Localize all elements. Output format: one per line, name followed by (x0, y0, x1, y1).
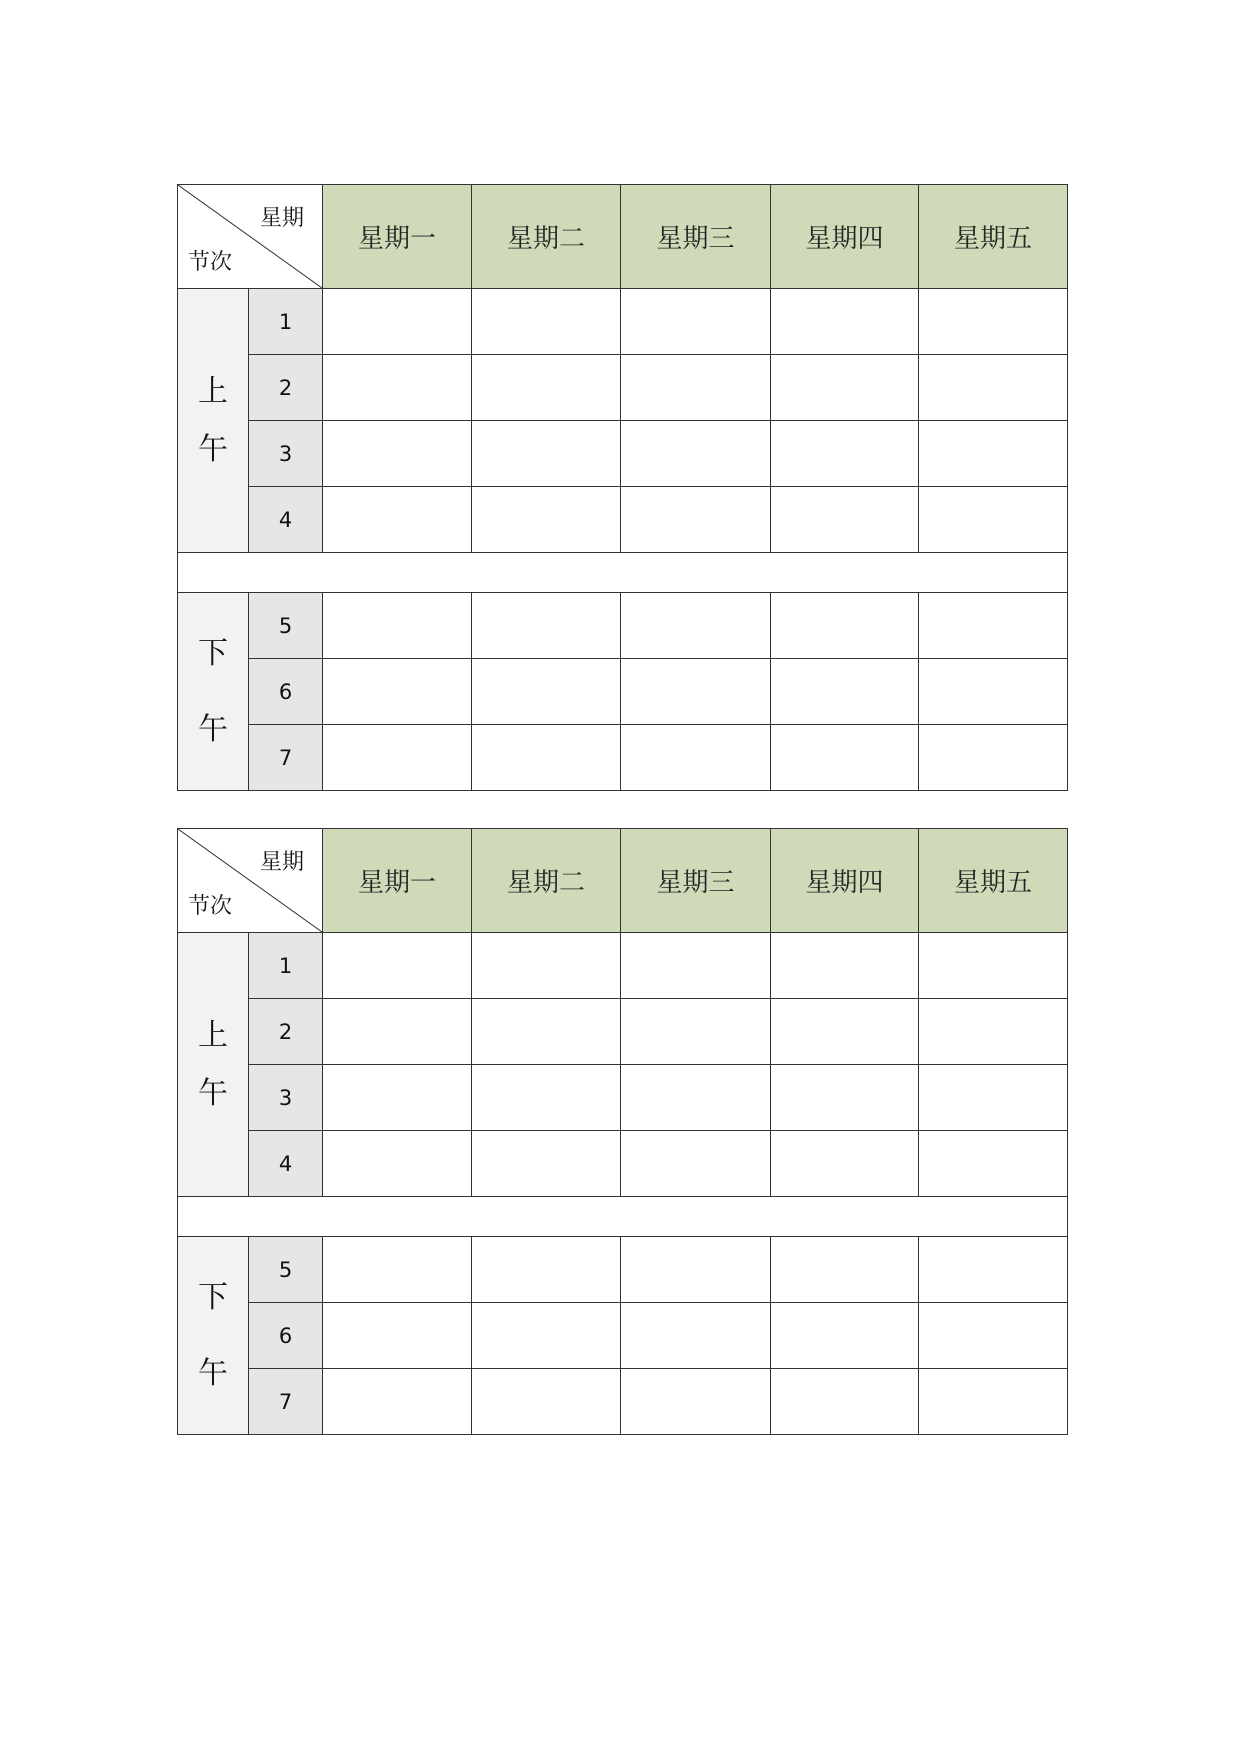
morning-row (178, 421, 1068, 487)
schedule-cell[interactable] (472, 421, 621, 487)
afternoon-label (178, 1237, 249, 1435)
period-number: 4 (249, 487, 323, 553)
timetable-2 (177, 828, 1068, 1435)
schedule-cell[interactable] (472, 1065, 621, 1131)
schedule-cell[interactable] (771, 1065, 919, 1131)
schedule-cell[interactable] (919, 289, 1068, 355)
afternoon-row (178, 1303, 1068, 1369)
day-header-4: 星期四 (771, 185, 919, 289)
period-number: 3 (249, 421, 323, 487)
schedule-cell[interactable] (771, 1131, 919, 1197)
schedule-cell[interactable] (323, 1303, 472, 1369)
schedule-cell[interactable] (323, 1237, 472, 1303)
corner-label-weekday: 星期 (259, 850, 304, 875)
schedule-cell[interactable] (472, 1369, 621, 1435)
schedule-cell[interactable] (771, 659, 919, 725)
schedule-cell[interactable] (919, 1065, 1068, 1131)
period-number: 6 (249, 659, 323, 725)
day-header-1: 星期一 (323, 829, 472, 933)
corner-header (178, 185, 323, 289)
lunch-break-row (178, 1197, 1068, 1237)
corner-label-period: 节次 (188, 250, 233, 275)
schedule-cell[interactable] (919, 1303, 1068, 1369)
schedule-cell[interactable] (323, 933, 472, 999)
corner-label-weekday: 星期 (259, 206, 304, 231)
morning-label (178, 933, 249, 1197)
afternoon-row (178, 1237, 1068, 1303)
schedule-cell[interactable] (472, 289, 621, 355)
afternoon-label (178, 593, 249, 791)
period-number: 4 (249, 1131, 323, 1197)
schedule-cell[interactable] (472, 593, 621, 659)
morning-row (178, 1131, 1068, 1197)
schedule-cell[interactable] (919, 999, 1068, 1065)
schedule-cell[interactable] (919, 659, 1068, 725)
schedule-cell[interactable] (771, 1303, 919, 1369)
morning-label-char: 上 (198, 1017, 228, 1053)
schedule-cell[interactable] (621, 421, 771, 487)
schedule-cell[interactable] (771, 725, 919, 791)
schedule-cell[interactable] (323, 1369, 472, 1435)
schedule-cell[interactable] (919, 1237, 1068, 1303)
day-header-2: 星期二 (472, 185, 621, 289)
morning-label-char: 午 (198, 1075, 228, 1111)
morning-label (178, 289, 249, 553)
schedule-cell[interactable] (621, 933, 771, 999)
afternoon-row (178, 1369, 1068, 1435)
schedule-cell[interactable] (472, 1131, 621, 1197)
day-header-2: 星期二 (472, 829, 621, 933)
day-header-5: 星期五 (919, 829, 1068, 933)
morning-row (178, 999, 1068, 1065)
schedule-cell[interactable] (323, 999, 472, 1065)
schedule-cell[interactable] (771, 593, 919, 659)
schedule-cell[interactable] (621, 593, 771, 659)
corner-label-period: 节次 (188, 894, 233, 919)
schedule-cell[interactable] (771, 933, 919, 999)
day-header-5: 星期五 (919, 185, 1068, 289)
schedule-cell[interactable] (472, 1237, 621, 1303)
schedule-cell[interactable] (771, 289, 919, 355)
header-row (178, 829, 1068, 933)
schedule-cell[interactable] (919, 1131, 1068, 1197)
schedule-cell[interactable] (472, 355, 621, 421)
morning-row (178, 1065, 1068, 1131)
morning-label-char: 午 (198, 431, 228, 467)
schedule-cell[interactable] (323, 487, 472, 553)
morning-row (178, 289, 1068, 355)
schedule-cell[interactable] (621, 725, 771, 791)
schedule-cell[interactable] (472, 487, 621, 553)
schedule-cell[interactable] (621, 1131, 771, 1197)
schedule-cell[interactable] (323, 355, 472, 421)
schedule-cell[interactable] (472, 659, 621, 725)
schedule-cell[interactable] (323, 725, 472, 791)
schedule-cell[interactable] (472, 1303, 621, 1369)
afternoon-label-char: 下 (198, 1279, 228, 1315)
schedule-cell[interactable] (323, 659, 472, 725)
schedule-cell[interactable] (771, 487, 919, 553)
period-number: 7 (249, 1369, 323, 1435)
day-header-4: 星期四 (771, 829, 919, 933)
lunch-break-cell[interactable] (178, 1197, 1068, 1237)
schedule-cell[interactable] (771, 355, 919, 421)
schedule-cell[interactable] (919, 421, 1068, 487)
schedule-cell[interactable] (919, 593, 1068, 659)
period-number: 6 (249, 1303, 323, 1369)
header-row (178, 185, 1068, 289)
schedule-cell[interactable] (323, 1065, 472, 1131)
schedule-cell[interactable] (919, 1369, 1068, 1435)
timetable-1 (177, 184, 1068, 791)
afternoon-row (178, 659, 1068, 725)
afternoon-label-char: 午 (198, 711, 228, 747)
schedule-cell[interactable] (621, 999, 771, 1065)
lunch-break-cell[interactable] (178, 553, 1068, 593)
period-number: 2 (249, 999, 323, 1065)
schedule-cell[interactable] (323, 1131, 472, 1197)
schedule-cell[interactable] (919, 487, 1068, 553)
schedule-cell[interactable] (771, 421, 919, 487)
schedule-cell[interactable] (621, 1237, 771, 1303)
schedule-cell[interactable] (323, 593, 472, 659)
afternoon-row (178, 593, 1068, 659)
period-number: 5 (249, 1237, 323, 1303)
period-number: 1 (249, 289, 323, 355)
morning-row (178, 933, 1068, 999)
schedule-cell[interactable] (919, 933, 1068, 999)
corner-header (178, 829, 323, 933)
schedule-cell[interactable] (771, 1237, 919, 1303)
morning-label-char: 上 (198, 373, 228, 409)
schedule-cell[interactable] (472, 999, 621, 1065)
period-number: 2 (249, 355, 323, 421)
schedule-cell[interactable] (919, 725, 1068, 791)
afternoon-label-char: 下 (198, 635, 228, 671)
schedule-cell[interactable] (771, 999, 919, 1065)
period-number: 7 (249, 725, 323, 791)
morning-row (178, 487, 1068, 553)
schedule-cell[interactable] (323, 289, 472, 355)
afternoon-row (178, 725, 1068, 791)
schedule-cell[interactable] (621, 355, 771, 421)
period-number: 5 (249, 593, 323, 659)
schedule-cell[interactable] (472, 725, 621, 791)
schedule-cell[interactable] (621, 487, 771, 553)
schedule-cell[interactable] (621, 659, 771, 725)
schedule-cell[interactable] (621, 1369, 771, 1435)
morning-row (178, 355, 1068, 421)
afternoon-label-char: 午 (198, 1355, 228, 1391)
schedule-cell[interactable] (323, 421, 472, 487)
lunch-break-row (178, 553, 1068, 593)
schedule-cell[interactable] (771, 1369, 919, 1435)
day-header-3: 星期三 (621, 185, 771, 289)
schedule-cell[interactable] (621, 1065, 771, 1131)
schedule-cell[interactable] (472, 933, 621, 999)
schedule-cell[interactable] (621, 289, 771, 355)
schedule-cell[interactable] (919, 355, 1068, 421)
period-number: 3 (249, 1065, 323, 1131)
schedule-cell[interactable] (621, 1303, 771, 1369)
period-number: 1 (249, 933, 323, 999)
day-header-1: 星期一 (323, 185, 472, 289)
day-header-3: 星期三 (621, 829, 771, 933)
